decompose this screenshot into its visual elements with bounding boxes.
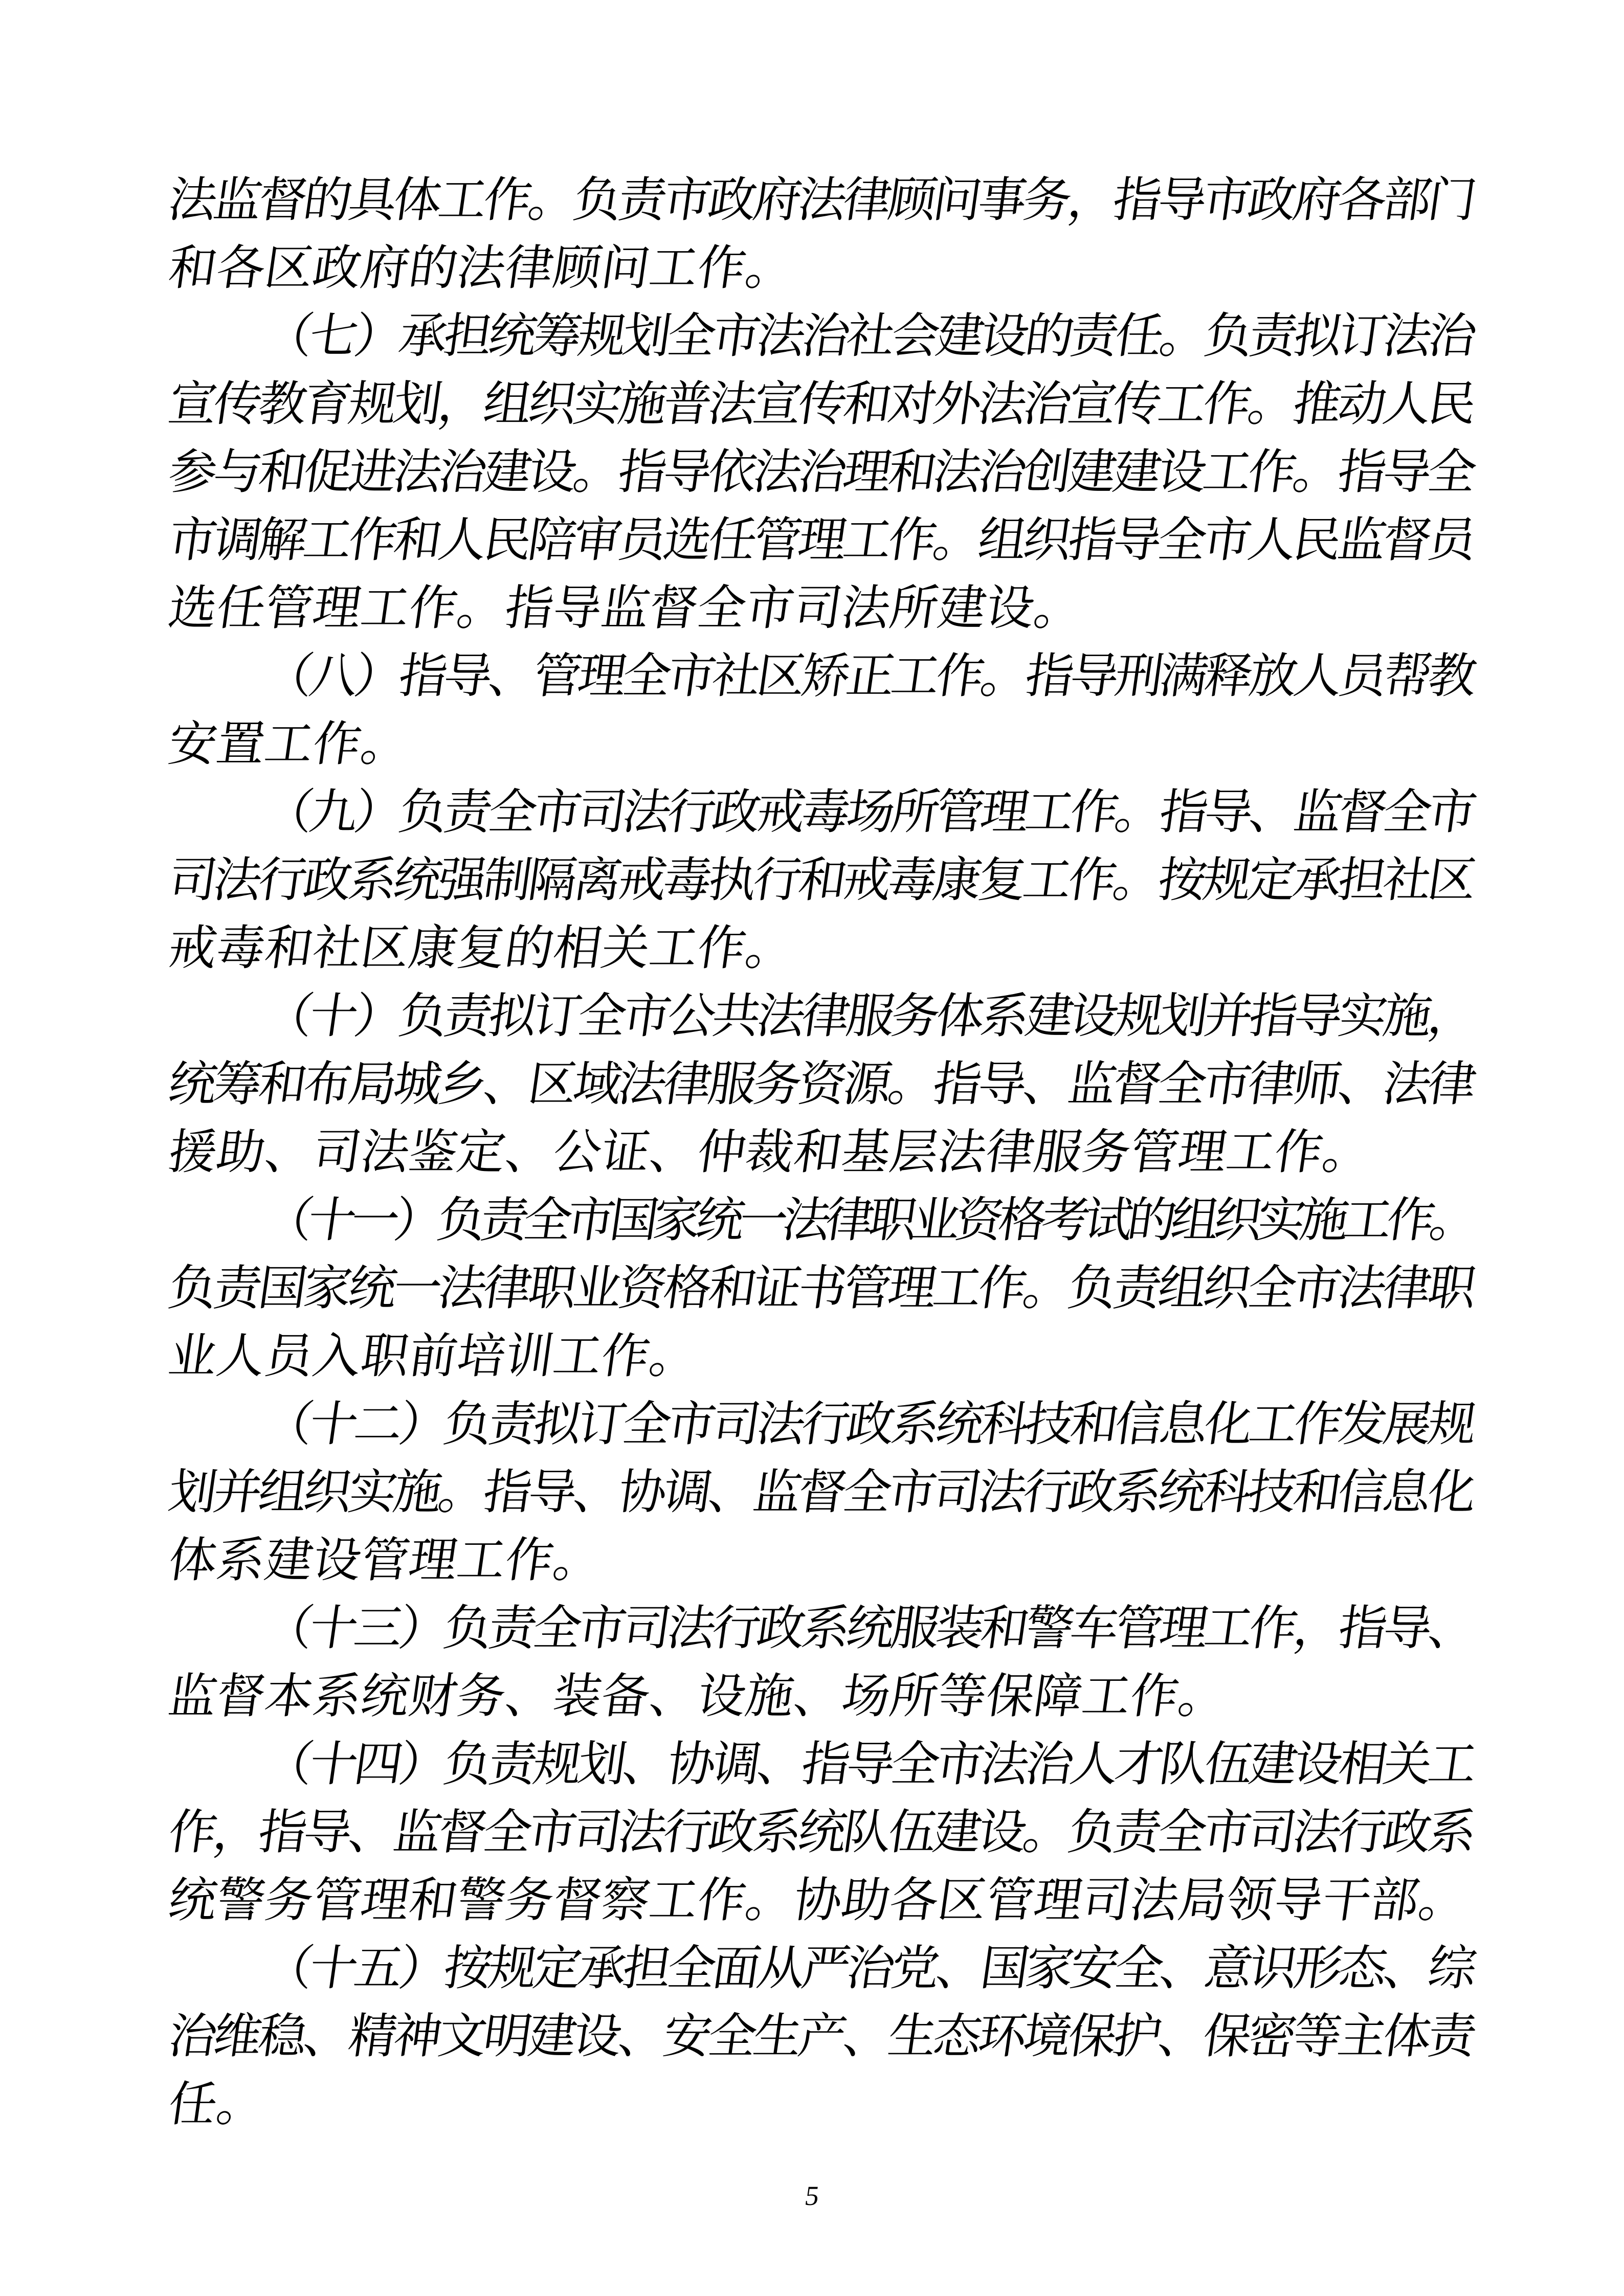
page-footer	[0, 2177, 1624, 2214]
text-line: 负责国家统一法律职业资格和证书管理工作。负责组织全市法律职	[165, 1262, 1477, 1315]
text-line: 安置工作。	[165, 718, 413, 771]
text-line: 监督本系统财务、装备、设施、场所等保障工作。	[165, 1670, 1231, 1723]
text-line: 法监督的具体工作。负责市政府法律顾问事务，指导市政府各部门	[165, 174, 1477, 227]
text-line: 司法行政系统强制隔离戒毒执行和戒毒康复工作。按规定承担社区	[165, 854, 1477, 907]
text-line: 市调解工作和人民陪审员选任管理工作。组织指导全市人民监督员	[165, 514, 1477, 567]
text-line: （十一）负责全市国家统一法律职业资格考试的组织实施工作。	[261, 1194, 1477, 1247]
text-line: （十）负责拟订全市公共法律服务体系建设规划并指导实施，	[261, 990, 1477, 1043]
text-line: 体系建设管理工作。	[165, 1534, 606, 1587]
text-line: 参与和促进法治建设。指导依法治理和法治创建建设工作。指导全	[165, 446, 1477, 499]
page-number: 5	[803, 2180, 821, 2211]
text-line: （八）指导、管理全市社区矫正工作。指导刑满释放人员帮教	[261, 650, 1477, 703]
text-line: 宣传教育规划，组织实施普法宣传和对外法治宣传工作。推动人民	[165, 378, 1477, 431]
text-line: 援助、司法鉴定、公证、仲裁和基层法律服务管理工作。	[165, 1126, 1375, 1179]
text-line: 作，指导、监督全市司法行政系统队伍建设。负责全市司法行政系	[165, 1806, 1477, 1859]
text-line: （九）负责全市司法行政戒毒场所管理工作。指导、监督全市	[261, 786, 1477, 839]
text-line: 和各区政府的法律顾问工作。	[165, 242, 798, 295]
text-line: 业人员入职前培训工作。	[165, 1330, 702, 1383]
text-line: （十四）负责规划、协调、指导全市法治人才队伍建设相关工	[261, 1738, 1477, 1791]
text-line: 统筹和布局城乡、区域法律服务资源。指导、监督全市律师、法律	[165, 1058, 1477, 1111]
text-line: （十三）负责全市司法行政系统服装和警车管理工作，指导、	[261, 1602, 1477, 1655]
text-line: （十五）按规定承担全面从严治党、国家安全、意识形态、综	[261, 1942, 1477, 1995]
text-line: 统警务管理和警务督察工作。协助各区管理司法局领导干部。	[165, 1874, 1471, 1927]
text-line: 任。	[165, 2078, 269, 2131]
text-line: （十二）负责拟订全市司法行政系统科技和信息化工作发展规	[261, 1398, 1477, 1451]
text-line: 戒毒和社区康复的相关工作。	[165, 922, 798, 975]
text-line: 选任管理工作。指导监督全市司法所建设。	[165, 582, 1086, 635]
text-line: 治维稳、精神文明建设、安全生产、生态环境保护、保密等主体责	[165, 2010, 1477, 2063]
document-body	[165, 167, 1477, 2139]
text-line: （七）承担统筹规划全市法治社会建设的责任。负责拟订法治	[261, 310, 1477, 363]
text-line: 划并组织实施。指导、协调、监督全市司法行政系统科技和信息化	[165, 1466, 1477, 1519]
